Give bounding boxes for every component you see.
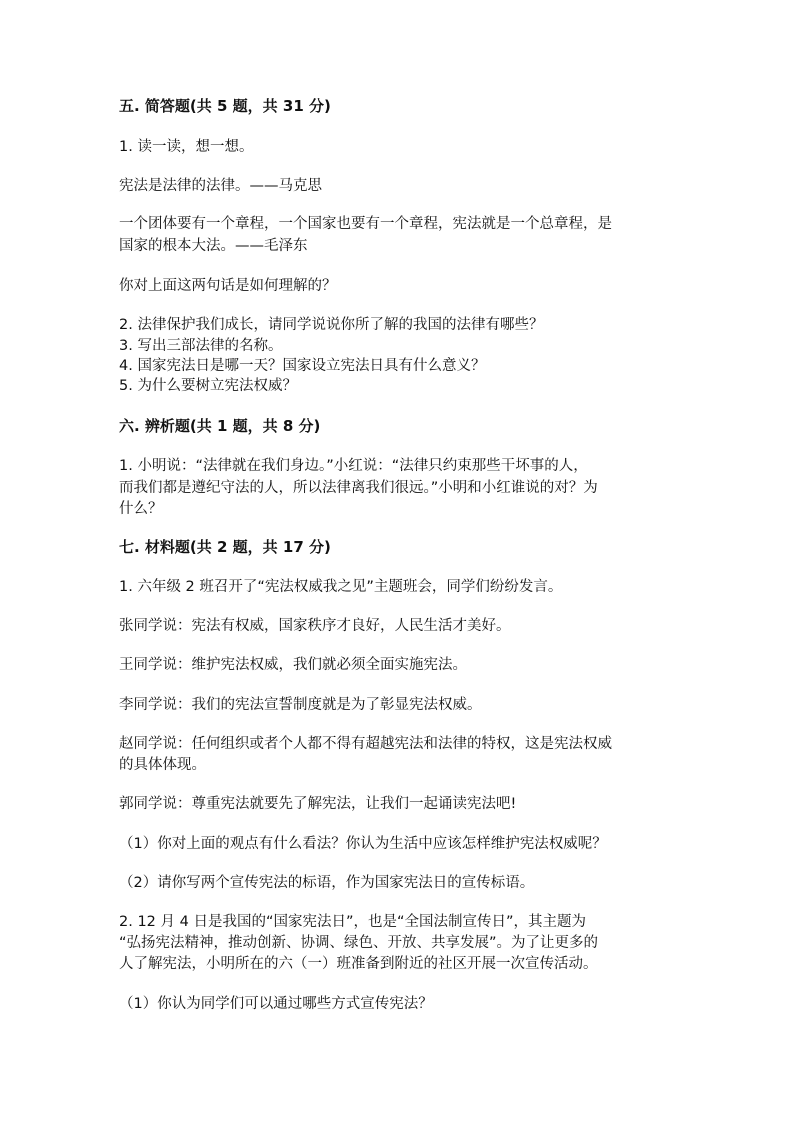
section6-heading: 六. 辨析题(共 1 题，共 8 分) xyxy=(119,417,321,435)
section5-q2: 2. 法律保护我们成长，请同学说说你所了解的我国的法律有哪些？ xyxy=(119,317,544,333)
section7-q1-sub1: （1）你对上面的观点有什么看法？你认为生活中应该怎样维护宪法权威呢？ xyxy=(119,836,607,852)
section7-q1-zhao-line1: 赵同学说：任何组织或者个人都不得有超越宪法和法律的特权，这是宪法权威 xyxy=(119,736,612,752)
section7-q1-guo: 郭同学说：尊重宪法就要先了解宪法，让我们一起诵读宪法吧! xyxy=(119,796,517,812)
section5-q5: 5. 为什么要树立宪法权威？ xyxy=(119,378,297,394)
section7-q1-sub2: （2）请你写两个宣传宪法的标语，作为国家宪法日的宣传标语。 xyxy=(119,875,535,891)
section7-q2-line2: “弘扬宪法精神，推动创新、协调、绿色、开放、共享发展”。为了让更多的 xyxy=(119,935,599,951)
section5-q1-prompt: 1. 读一读，想一想。 xyxy=(119,139,254,155)
section5-q1-quote1: 宪法是法律的法律。——马克思 xyxy=(119,178,322,194)
section5-q1-question: 你对上面这两句话是如何理解的？ xyxy=(119,278,337,294)
section7-q1-zhang: 张同学说：宪法有权威，国家秩序才良好，人民生活才美好。 xyxy=(119,618,511,634)
section7-q1-wang: 王同学说：维护宪法权威，我们就必须全面实施宪法。 xyxy=(119,657,467,673)
section7-q2-line1: 2. 12 月 4 日是我国的“国家宪法日”，也是“全国法制宣传日”，其主题为 xyxy=(119,914,586,930)
section7-q1-intro: 1. 六年级 2 班召开了“宪法权威我之见”主题班会，同学们纷纷发言。 xyxy=(119,579,563,595)
section7-q1-zhao-line2: 的具体体现。 xyxy=(119,757,206,773)
section6-q1-line1: 1. 小明说：“法律就在我们身边。”小红说：“法律只约束那些干坏事的人， xyxy=(119,458,588,474)
section6-q1-line3: 什么？ xyxy=(119,501,163,517)
section5-q3: 3. 写出三部法律的名称。 xyxy=(119,338,283,354)
section5-q1-quote2-line2: 国家的根本大法。——毛泽东 xyxy=(119,238,308,254)
section5-q4: 4. 国家宪法日是哪一天？国家设立宪法日具有什么意义？ xyxy=(119,358,486,374)
section7-q2-line3: 人了解宪法，小明所在的六（一）班准备到附近的社区开展一次宣传活动。 xyxy=(119,956,598,972)
section5-q1-quote2-line1: 一个团体要有一个章程，一个国家也要有一个章程，宪法就是一个总章程，是 xyxy=(119,216,612,232)
section6-q1-line2: 而我们都是遵纪守法的人，所以法律离我们很远。”小明和小红谁说的对？为 xyxy=(119,480,598,496)
section5-heading: 五. 简答题(共 5 题，共 31 分) xyxy=(119,97,331,115)
section7-heading: 七. 材料题(共 2 题，共 17 分) xyxy=(119,538,331,556)
section7-q1-li: 李同学说：我们的宪法宣誓制度就是为了彰显宪法权威。 xyxy=(119,697,482,713)
section7-q2-sub1: （1）你认为同学们可以通过哪些方式宣传宪法？ xyxy=(119,996,433,1012)
